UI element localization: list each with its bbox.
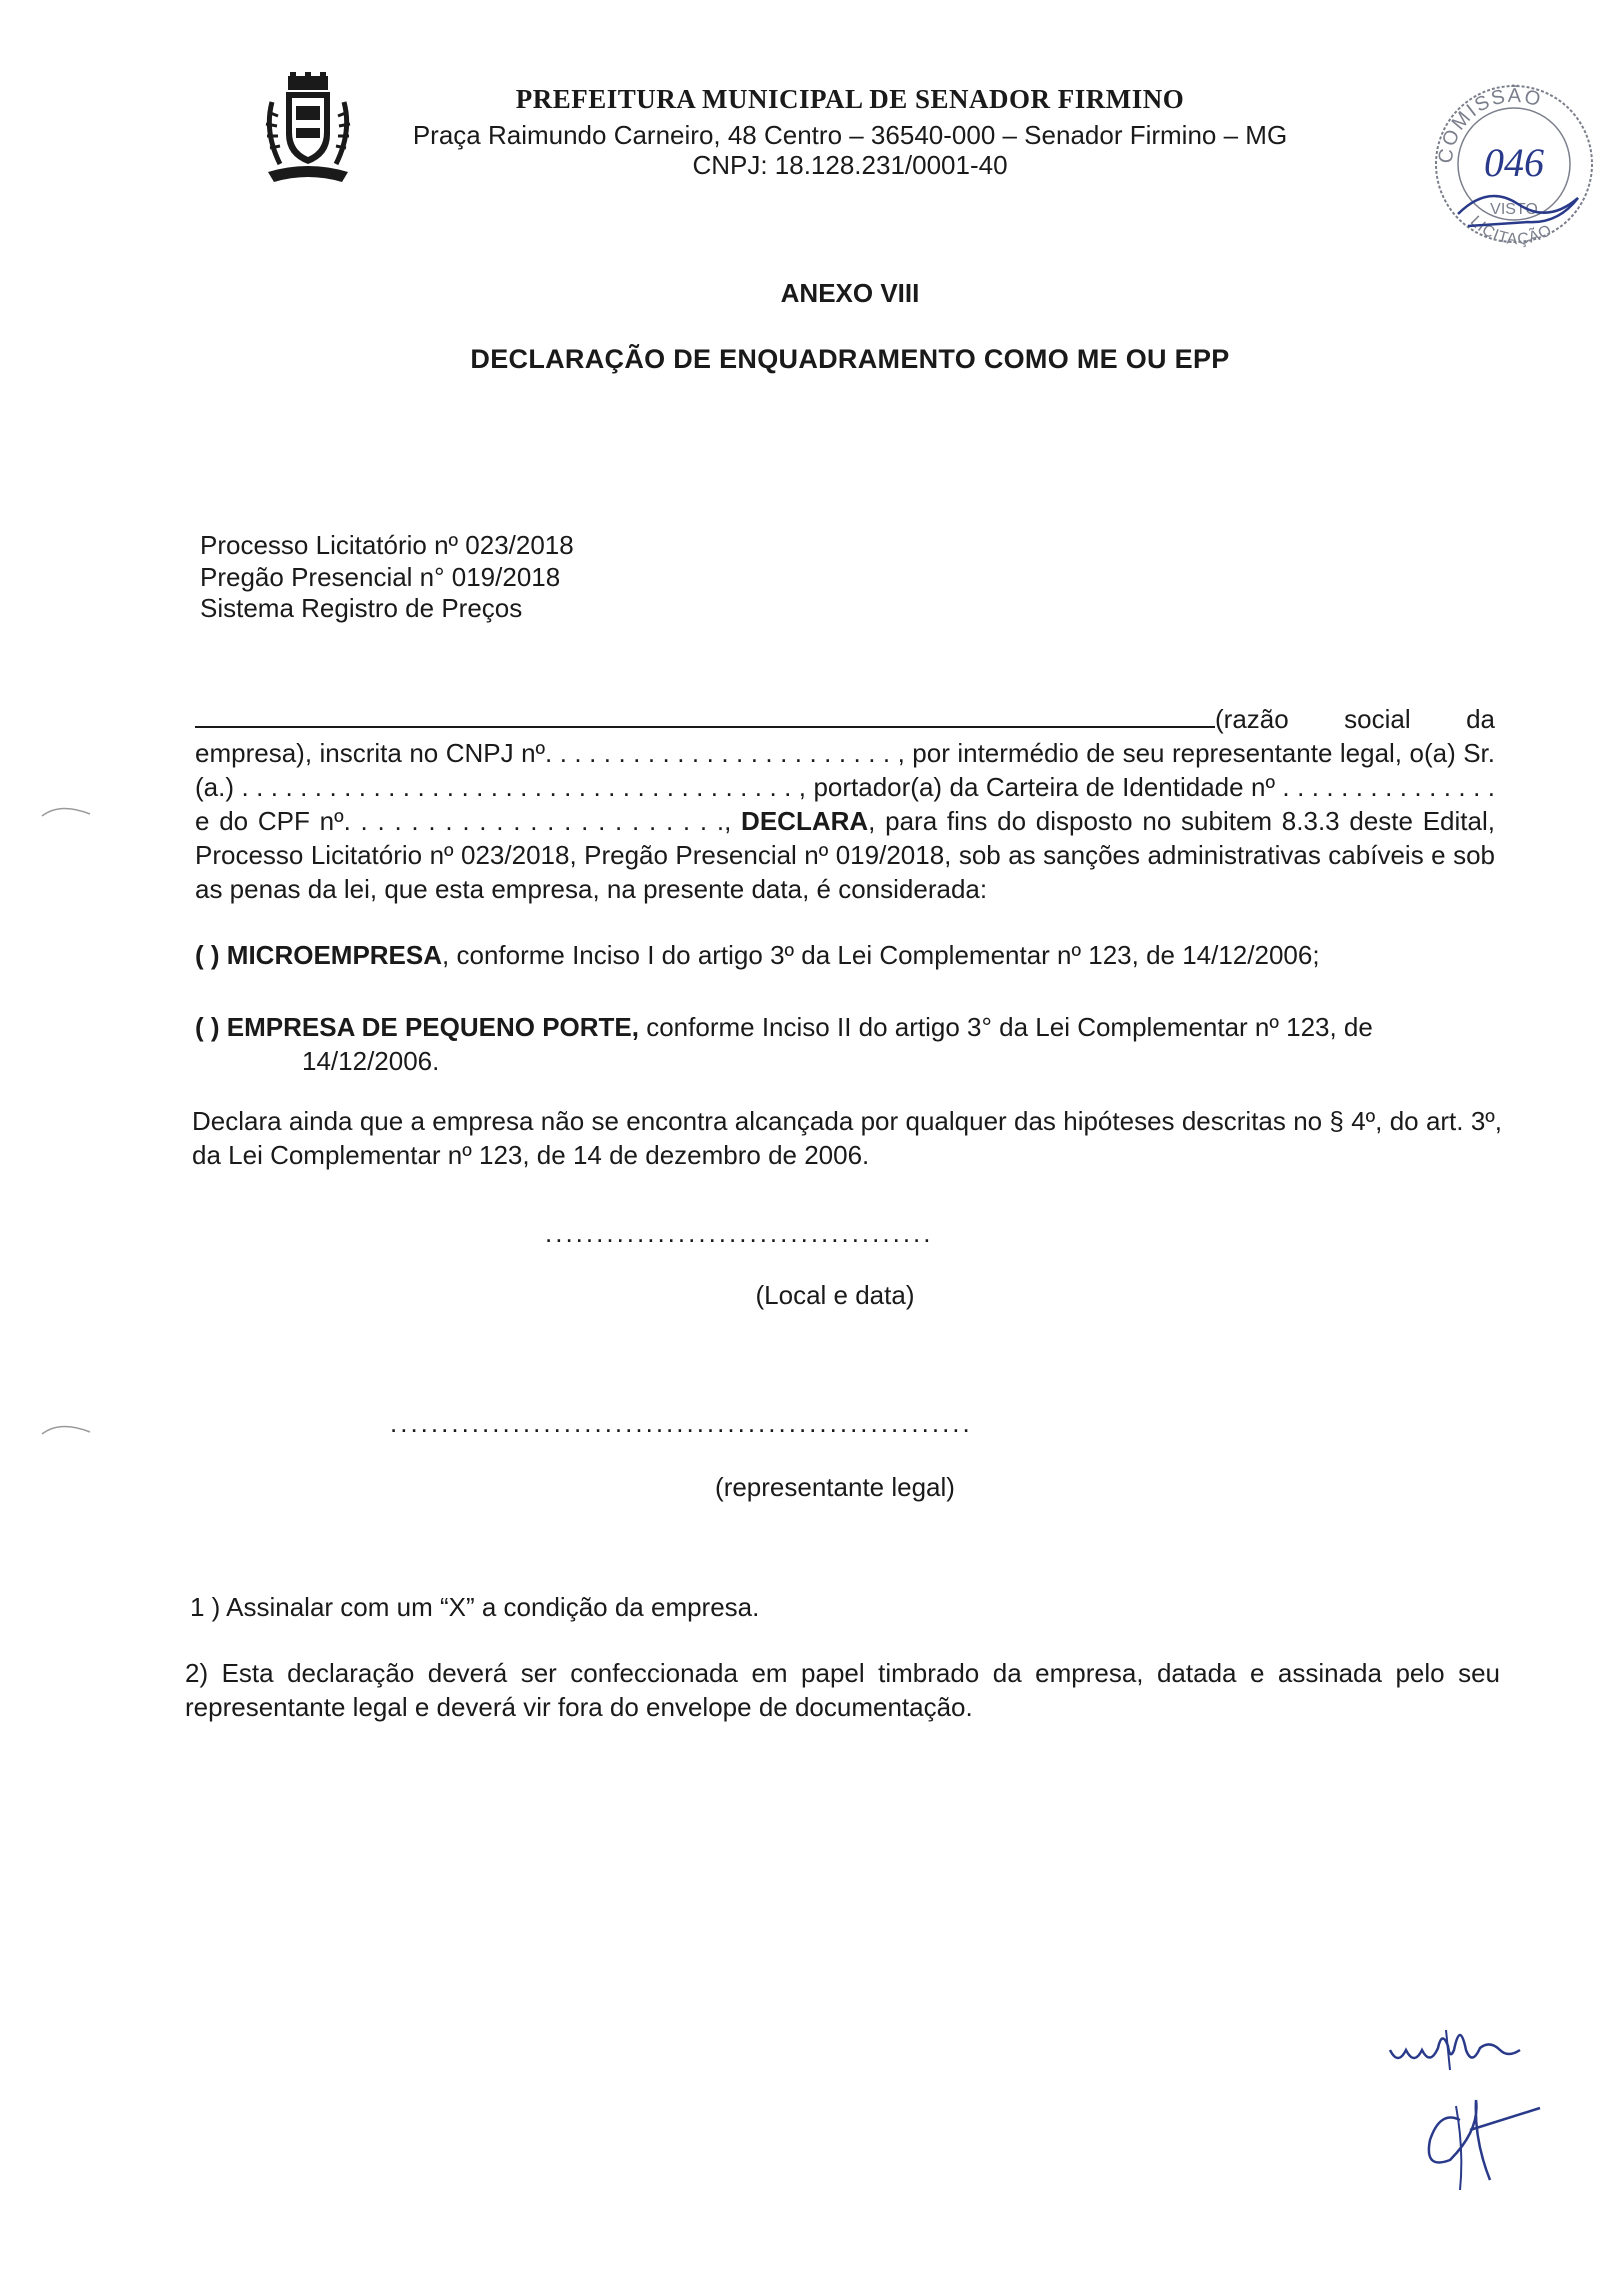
stamp-number: 046 — [1484, 140, 1544, 185]
epp-label: EMPRESA DE PEQUENO PORTE, — [226, 1012, 639, 1042]
svg-text:LICITAÇÃO — [1467, 213, 1556, 248]
handwritten-initials-icon — [1380, 2010, 1580, 2200]
pregao-presencial: Pregão Presencial n° 019/2018 — [200, 562, 561, 592]
processo-licitatorio: Processo Licitatório nº 023/2018 — [200, 530, 574, 560]
commission-stamp-icon — [1428, 64, 1596, 254]
representative-signature-line[interactable]: ......................................................... — [390, 1408, 973, 1438]
annex-label: ANEXO VIII — [780, 278, 920, 308]
declara-ainda-paragraph: Declara ainda que a empresa não se encontra alcançada por qualquer das hipóteses descritas no § 4º, do art. 3º, da Lei Complementar nº 123, de 14 de dezembro de 2006. — [192, 1106, 1502, 1170]
stamp-text-top: COMISSÃO — [1434, 84, 1545, 165]
option-microempresa — [195, 938, 1495, 972]
company-name-blank[interactable] — [195, 704, 1215, 728]
header-address: Praça Raimundo Carneiro, 48 Centro – 36540-000 – Senador Firmino – MG — [412, 120, 1288, 150]
epp-text: conforme Inciso II do artigo 3° da Lei Complementar nº 123, de — [639, 1012, 1373, 1042]
epp-checkbox[interactable]: ( ) — [195, 1012, 220, 1042]
stamp-text-bottom: LICITAÇÃO — [1466, 213, 1556, 249]
note-2: 2) Esta declaração deverá ser confeccionada em papel timbrado da empresa, datada e assinada pelo seu representante legal e deverá vir fora do envelope de documentação. — [185, 1658, 1500, 1722]
microempresa-label: MICROEMPRESA — [226, 940, 443, 970]
declaration-title: DECLARAÇÃO DE ENQUADRAMENTO COMO ME OU EPP — [470, 344, 1230, 374]
option-epp — [195, 1010, 1495, 1078]
margin-mark-icon — [40, 1418, 100, 1438]
microempresa-checkbox[interactable]: ( ) — [195, 940, 220, 970]
margin-mark-icon — [40, 800, 100, 820]
epp-text-date: 14/12/2006. — [302, 1046, 440, 1076]
local-date-line[interactable]: ...................................... — [545, 1218, 934, 1248]
sistema-registro: Sistema Registro de Preços — [200, 593, 523, 623]
note-1: 1 ) Assinalar com um “X” a condição da empresa. — [190, 1592, 760, 1622]
local-date-label: (Local e data) — [755, 1280, 915, 1310]
declaration-paragraph — [195, 702, 1495, 906]
header-title: PREFEITURA MUNICIPAL DE SENADOR FIRMINO — [515, 84, 1185, 114]
declara-keyword: DECLARA — [741, 806, 869, 836]
microempresa-text: , conforme Inciso I do artigo 3º da Lei Complementar nº 123, de 14/12/2006; — [442, 940, 1320, 970]
representative-label: (representante legal) — [715, 1472, 955, 1502]
stamp-text-mid: VISTO — [1490, 201, 1538, 218]
header-cnpj: CNPJ: 18.128.231/0001-40 — [692, 150, 1008, 180]
declaration-text-part2: , para fins do disposto no subitem 8.3.3 deste Edital, Processo Licitatório nº 023/2018, Pregão Presencial nº 019/2018, sob as sanções administrativas cabíveis e sob as penas da lei, que esta empresa, na presente data, é considerada: — [195, 806, 1495, 904]
razao-social-label: (razão social da — [1215, 704, 1495, 734]
declaration-text-part1: empresa), inscrita no CNPJ nº. . . . . . . . . . . . . . . . . . . . . . . . , por intermédio de seu representante legal, o(a) Sr.(a.) . . . . . . . . . . . . . . . . . . . . . . . . . . . . . . . . . . . . . . , portador(a) da Carteira de Identidade nº . . . . . . . . . . . . . . . e do CPF nº. . . . . . . . . . . . . . . . . . . . . . ., — [195, 738, 1495, 836]
